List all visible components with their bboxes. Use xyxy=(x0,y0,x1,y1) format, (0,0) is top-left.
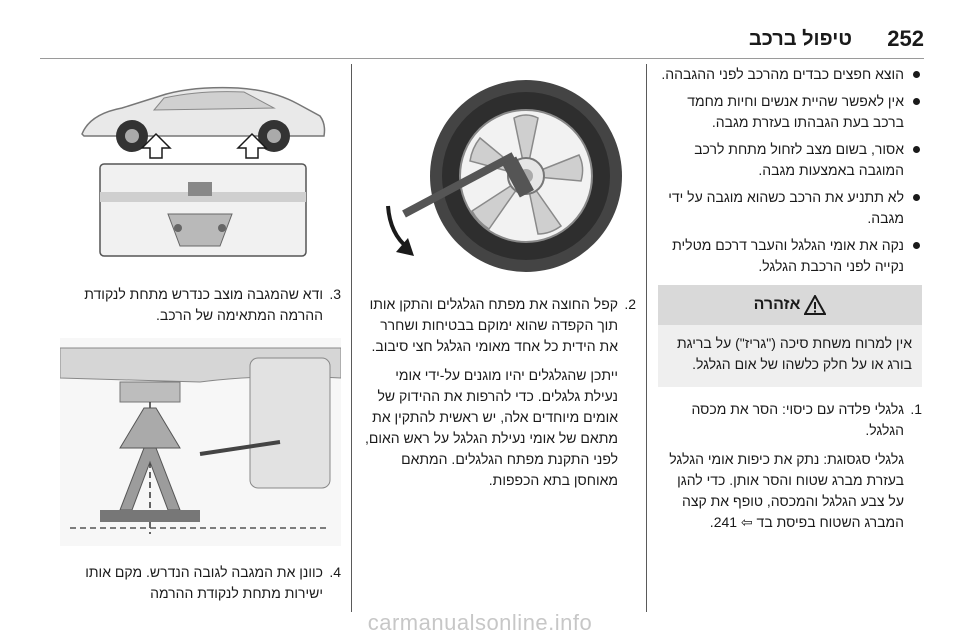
page-header xyxy=(40,26,924,52)
wheel-wrench-illustration xyxy=(368,66,632,274)
step-subtext: ייתכן שהגלגלים יהיו מוגנים על-ידי אומי נעילת גלגלים. כדי להרפות את ההידוק של אומים מיוחדים אלה, יש ראשית להתקין את מתאם של אומי נעילת הגלגל על ראש האום, לפני התקנת מפתח הגלגלים. המתאם מאוחסן בתא הכפפות. xyxy=(364,367,618,488)
bullet-dot-icon xyxy=(913,194,920,201)
jack-lifting-point-illustration xyxy=(60,64,341,260)
step-text: כוונן את המגבה לגובה הנדרש. מקם אותו ישירות מתחת לנקודת ההרמה xyxy=(85,564,323,601)
warning-title: אזהרה xyxy=(753,296,801,313)
bullet-dot-icon xyxy=(913,242,920,249)
bullet-dot-icon xyxy=(913,98,920,105)
step-4 xyxy=(60,562,341,604)
list-item: נקה את אומי הגלגל והעבר דרכם מטלית נקייה לפני הרכבת הגלגל. xyxy=(658,235,922,277)
step-number: 4. xyxy=(329,564,341,580)
step-subtext: גלגלי סגסוגת: נתק את כיפות אומי הגלגל בעזרת מברג שטוח והסר אותן. כדי להגן על צבע הגלגל והמכסה, טופף את קצה המברג השטוח בפיסת בד ⇦ 241. xyxy=(669,451,904,530)
step-number: 3. xyxy=(329,286,341,302)
step-number: 1. xyxy=(910,401,922,417)
warning-box xyxy=(658,285,922,387)
step-text: ודא שהמגבה מוצב כנדרש מתחת לנקודת ההרמה המתאימה של הרכב. xyxy=(84,286,323,323)
column-divider-right xyxy=(646,64,647,612)
left-column xyxy=(60,64,341,604)
warning-header xyxy=(658,285,922,325)
right-column xyxy=(658,64,922,533)
bullet-dot-icon xyxy=(913,146,920,153)
step-3 xyxy=(60,284,341,326)
list-item: לא תתניע את הרכב כשהוא מוגבה על ידי מגבה. xyxy=(658,187,922,229)
step-number: 2. xyxy=(624,296,636,312)
step-text: קפל החוצה את מפתח הגלגלים והתקן אותו תוך הקפדה שהוא ימוקם בבטיחות ושחרר את הידית כל אחד מאומי הגלגל חצי סיבוב. xyxy=(369,296,618,354)
list-item: אין לאפשר שהיית אנשים וחיות מחמד ברכב בעת הגבהתו בעזרת מגבה. xyxy=(658,91,922,133)
middle-column xyxy=(364,64,636,491)
bullet-dot-icon xyxy=(913,71,920,78)
warning-triangle-icon xyxy=(804,295,826,315)
precautions-list xyxy=(658,64,922,277)
jack-position-illustration xyxy=(60,338,341,546)
column-divider-left xyxy=(351,64,352,612)
warning-body: אין למרוח משחת סיכה ("גריז") על בריגת בורג או על חלק כלשהו של אום הגלגל. xyxy=(658,325,922,387)
step-2 xyxy=(364,294,636,491)
step-text: גלגלי פלדה עם כיסוי: הסר את מכסה הגלגל. xyxy=(691,401,904,438)
list-item: אסור, בשום מצב לזחול מתחת לרכב המוגבה באמצעות מגבה. xyxy=(658,139,922,181)
page-title: טיפול ברכב xyxy=(748,28,852,50)
header-rule xyxy=(40,58,924,59)
watermark: carmanualsonline.info xyxy=(367,610,593,635)
page-number: 252 xyxy=(887,26,924,51)
list-item: הוצא חפצים כבדים מהרכב לפני ההגבהה. xyxy=(658,64,922,85)
step-1 xyxy=(658,399,922,533)
